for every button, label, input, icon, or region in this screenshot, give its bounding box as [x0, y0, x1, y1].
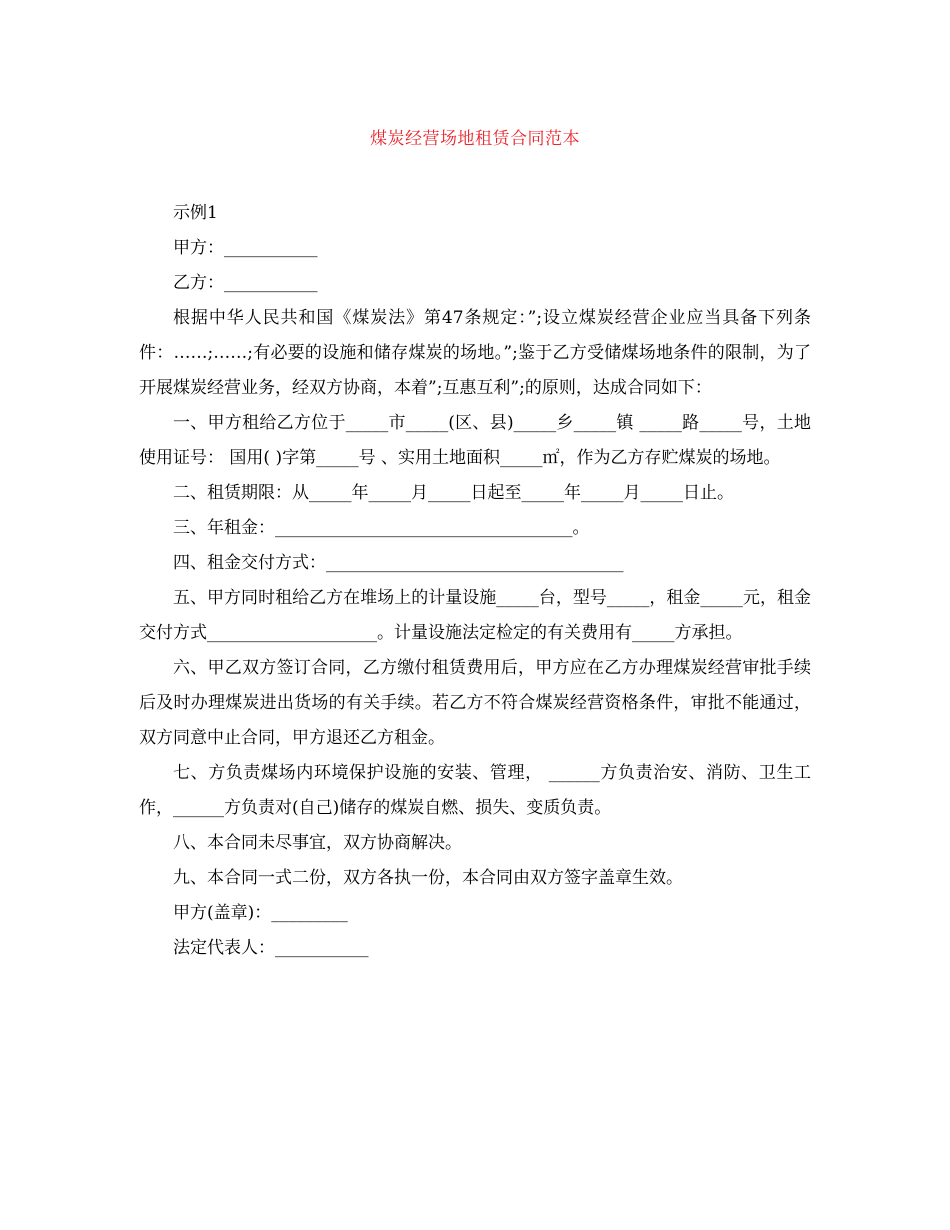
paragraph-clause-1: 一、甲方租给乙方位于_____市_____(区、县)_____乡_____镇 _____路_____号，土地使用证号： 国用( )字第_____号 、实用土地面积_____㎡，作为乙方存贮煤炭的场地。	[139, 413, 811, 468]
paragraph-legal-representative: 法定代表人：___________	[173, 938, 369, 958]
paragraph-clause-8: 八、本合同未尽事宜，双方协商解决。	[173, 833, 462, 853]
paragraph-clause-3: 三、年租金：___________________________________。	[173, 518, 590, 538]
document-title: 煤炭经营场地租赁合同范本	[370, 129, 580, 149]
paragraph-clause-7: 七、方负责煤场内环境保护设施的安装、管理， ______方负责治安、消防、卫生工作，______方负责对(自己)储存的煤炭自燃、损失、变质负责。	[139, 763, 811, 818]
paragraph-clause-5: 五、甲方同时租给乙方在堆场上的计量设施_____台，型号_____，租金_____元，租金交付方式____________________。计量设施法定检定的有关费用有_____方承担。	[139, 588, 811, 643]
paragraph-example-label: 示例1	[173, 203, 218, 223]
paragraph-clause-9: 九、本合同一式二份，双方各执一份，本合同由双方签字盖章生效。	[173, 868, 683, 888]
paragraph-clause-2: 二、租赁期限：从_____年_____月_____日起至_____年_____月_____日止。	[173, 483, 734, 503]
paragraph-preamble: 根据中华人民共和国《煤炭法》第47条规定：”;设立煤炭经营企业应当具备下列条件：……;……;有必要的设施和储存煤炭的场地。”;鉴于乙方受储煤场地条件的限制，为了开展煤炭经营业务，经双方协商，本着”;互惠互利”;的原则，达成合同如下：	[139, 308, 811, 398]
paragraph-signature-party-a: 甲方(盖章)：_________	[173, 903, 348, 923]
paragraph-party-b: 乙方：___________	[173, 273, 318, 293]
document-body	[139, 196, 811, 966]
paragraph-clause-6: 六、甲乙双方签订合同，乙方缴付租赁费用后，甲方应在乙方办理煤炭经营审批手续后及时办理煤炭进出货场的有关手续。若乙方不符合煤炭经营资格条件，审批不能通过，双方同意中止合同，甲方退还乙方租金。	[139, 658, 811, 748]
paragraph-party-a: 甲方：___________	[173, 238, 318, 258]
paragraph-clause-4: 四、租金交付方式：___________________________________	[173, 553, 624, 573]
